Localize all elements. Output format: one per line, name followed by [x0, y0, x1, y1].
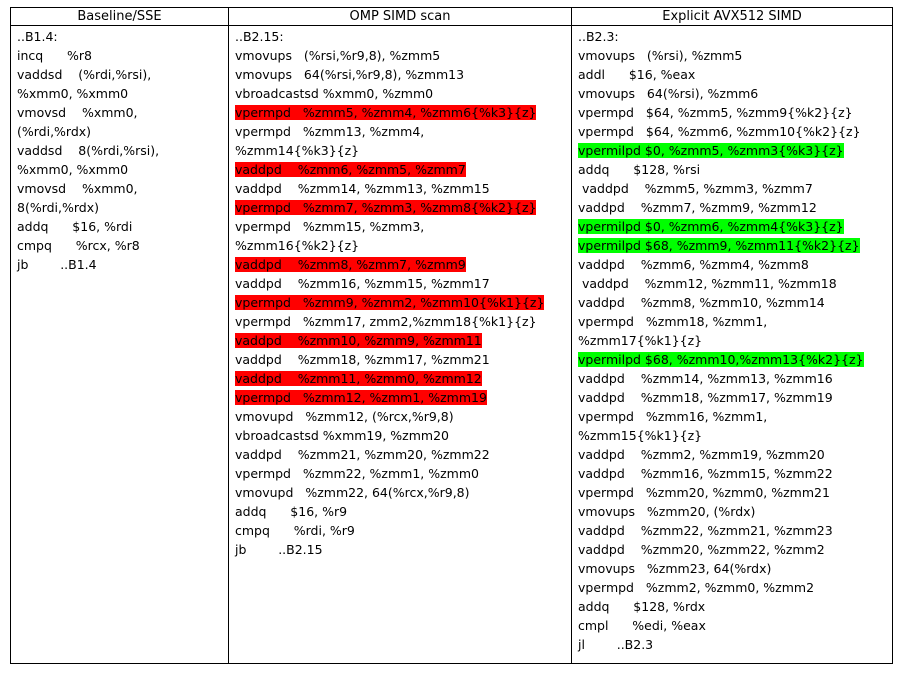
code-text: %zmm16{%k2}{z}: [235, 238, 360, 253]
code-line: [578, 521, 886, 540]
code-line: [578, 578, 886, 597]
code-text: vpermilpd $68, %zmm9, %zmm11{%k2}{z}: [578, 238, 860, 253]
code-text: vpermpd %zmm12, %zmm1, %zmm19: [235, 390, 487, 405]
code-text: vaddpd %zmm5, %zmm3, %zmm7: [578, 181, 813, 196]
code-line: [235, 179, 565, 198]
header-omp-simd-scan: OMP SIMD scan: [229, 8, 572, 26]
code-text: addq $128, %rsi: [578, 162, 701, 177]
code-text: ..B2.15:: [235, 29, 284, 44]
code-line: [235, 521, 565, 540]
code-text: vmovups (%rsi), %zmm5: [578, 48, 743, 63]
code-text: vaddpd %zmm6, %zmm5, %zmm7: [235, 162, 466, 177]
code-text: cmpl %edi, %eax: [578, 618, 706, 633]
code-text: addl $16, %eax: [578, 67, 696, 82]
highlighted-code-line: [578, 141, 886, 160]
code-text: vpermpd %zmm5, %zmm4, %zmm6{%k3}{z}: [235, 105, 537, 120]
code-text: vpermpd %zmm13, %zmm4,: [235, 124, 425, 139]
code-text: vmovupd %zmm22, 64(%rcx,%r9,8): [235, 485, 470, 500]
code-text: vpermpd %zmm18, %zmm1,: [578, 314, 768, 329]
code-text: vmovups %zmm23, 64(%rdx): [578, 561, 772, 576]
code-text: cmpq %rcx, %r8: [17, 238, 140, 253]
code-line: [17, 179, 222, 198]
code-line: [578, 616, 886, 635]
code-line: [578, 274, 886, 293]
code-line: [235, 407, 565, 426]
code-text: vaddpd %zmm2, %zmm19, %zmm20: [578, 447, 825, 462]
code-text: vaddpd %zmm10, %zmm9, %zmm11: [235, 333, 482, 348]
code-text: vpermpd %zmm7, %zmm3, %zmm8{%k2}{z}: [235, 200, 537, 215]
code-line: [578, 445, 886, 464]
code-text: vpermpd $64, %zmm5, %zmm9{%k2}{z}: [578, 105, 853, 120]
highlighted-code-line: [578, 236, 886, 255]
code-row: [11, 26, 893, 664]
code-line: [17, 46, 222, 65]
code-line: [17, 236, 222, 255]
code-text: 8(%rdi,%rdx): [17, 200, 100, 215]
code-text: vaddpd %zmm14, %zmm13, %zmm15: [235, 181, 490, 196]
code-text: vbroadcastsd %xmm0, %zmm0: [235, 86, 434, 101]
code-line: [235, 274, 565, 293]
code-line: [578, 369, 886, 388]
code-line: [578, 502, 886, 521]
code-line: [578, 483, 886, 502]
highlighted-code-line: [235, 255, 565, 274]
code-line: [578, 65, 886, 84]
highlighted-code-line: [578, 217, 886, 236]
code-text: vaddsd 8(%rdi,%rsi),: [17, 143, 160, 158]
code-text: %xmm0, %xmm0: [17, 162, 129, 177]
highlighted-code-line: [235, 198, 565, 217]
code-line: [235, 65, 565, 84]
code-line: [578, 27, 886, 46]
highlighted-code-line: [235, 388, 565, 407]
highlighted-code-line: [578, 350, 886, 369]
code-line: [578, 331, 886, 350]
code-line: [578, 312, 886, 331]
code-text: vaddpd %zmm16, %zmm15, %zmm17: [235, 276, 490, 291]
code-line: [578, 388, 886, 407]
code-text: vaddpd %zmm18, %zmm17, %zmm21: [235, 352, 490, 367]
highlighted-code-line: [235, 160, 565, 179]
code-line: [17, 160, 222, 179]
code-line: [235, 141, 565, 160]
highlighted-code-line: [235, 293, 565, 312]
code-line: [578, 255, 886, 274]
code-text: addq $16, %r9: [235, 504, 348, 519]
code-text: (%rdi,%rdx): [17, 124, 92, 139]
code-line: [578, 293, 886, 312]
code-line: [17, 84, 222, 103]
code-text: vaddsd (%rdi,%rsi),: [17, 67, 152, 82]
code-line: [235, 84, 565, 103]
header-baseline-sse: Baseline/SSE: [11, 8, 229, 26]
code-line: [235, 217, 565, 236]
code-text: jb ..B1.4: [17, 257, 97, 272]
code-line: [578, 179, 886, 198]
code-line: [235, 445, 565, 464]
code-text: vpermpd %zmm20, %zmm0, %zmm21: [578, 485, 830, 500]
code-line: [17, 255, 222, 274]
code-line: [578, 103, 886, 122]
code-line: [17, 27, 222, 46]
code-text: vaddpd %zmm16, %zmm15, %zmm22: [578, 466, 833, 481]
code-text: vpermilpd $68, %zmm10,%zmm13{%k2}{z}: [578, 352, 864, 367]
code-text: vpermilpd $0, %zmm6, %zmm4{%k3}{z}: [578, 219, 844, 234]
code-line: [17, 141, 222, 160]
code-line: [578, 122, 886, 141]
code-text: vmovups 64(%rsi,%r9,8), %zmm13: [235, 67, 465, 82]
code-line: [578, 84, 886, 103]
code-text: cmpq %rdi, %r9: [235, 523, 355, 538]
code-text: vaddpd %zmm7, %zmm9, %zmm12: [578, 200, 817, 215]
code-line: [17, 198, 222, 217]
code-text: vbroadcastsd %xmm19, %zmm20: [235, 428, 449, 443]
code-line: [235, 426, 565, 445]
code-text: incq %r8: [17, 48, 93, 63]
assembly-comparison-table: [10, 7, 893, 664]
code-line: [578, 46, 886, 65]
code-line: [235, 350, 565, 369]
baseline-sse-code-cell: [11, 26, 229, 664]
code-text: %zmm17{%k1}{z}: [578, 333, 703, 348]
code-line: [578, 464, 886, 483]
highlighted-code-line: [235, 369, 565, 388]
code-text: vaddpd %zmm22, %zmm21, %zmm23: [578, 523, 833, 538]
code-text: vpermpd %zmm15, %zmm3,: [235, 219, 425, 234]
omp-simd-scan-code-cell: [229, 26, 572, 664]
code-text: vmovsd %xmm0,: [17, 105, 138, 120]
code-text: vaddpd %zmm20, %zmm22, %zmm2: [578, 542, 825, 557]
code-line: [578, 559, 886, 578]
code-text: vpermpd %zmm2, %zmm0, %zmm2: [578, 580, 815, 595]
code-line: [578, 160, 886, 179]
code-text: %xmm0, %xmm0: [17, 86, 129, 101]
highlighted-code-line: [235, 103, 565, 122]
code-line: [235, 483, 565, 502]
code-line: [17, 217, 222, 236]
code-line: [578, 540, 886, 559]
code-line: [17, 122, 222, 141]
code-text: vpermilpd $0, %zmm5, %zmm3{%k3}{z}: [578, 143, 844, 158]
code-text: vaddpd %zmm12, %zmm11, %zmm18: [578, 276, 837, 291]
code-text: vaddpd %zmm11, %zmm0, %zmm12: [235, 371, 482, 386]
code-text: vaddpd %zmm14, %zmm13, %zmm16: [578, 371, 833, 386]
code-line: [235, 464, 565, 483]
code-text: addq $128, %rdx: [578, 599, 706, 614]
code-text: vmovups 64(%rsi), %zmm6: [578, 86, 759, 101]
code-line: [235, 540, 565, 559]
code-line: [578, 426, 886, 445]
code-text: %zmm14{%k3}{z}: [235, 143, 360, 158]
explicit-avx512-code-cell: [572, 26, 893, 664]
code-text: addq $16, %rdi: [17, 219, 133, 234]
code-line: [235, 122, 565, 141]
code-line: [235, 312, 565, 331]
code-text: vmovsd %xmm0,: [17, 181, 138, 196]
code-text: %zmm15{%k1}{z}: [578, 428, 703, 443]
code-text: vaddpd %zmm6, %zmm4, %zmm8: [578, 257, 809, 272]
code-line: [578, 635, 886, 654]
code-text: vaddpd %zmm8, %zmm10, %zmm14: [578, 295, 825, 310]
code-text: ..B2.3:: [578, 29, 619, 44]
code-text: vpermpd $64, %zmm6, %zmm10{%k2}{z}: [578, 124, 861, 139]
code-line: [235, 502, 565, 521]
code-text: vaddpd %zmm18, %zmm17, %zmm19: [578, 390, 833, 405]
code-text: ..B1.4:: [17, 29, 58, 44]
code-text: vmovups (%rsi,%r9,8), %zmm5: [235, 48, 441, 63]
code-line: [235, 236, 565, 255]
code-line: [17, 103, 222, 122]
highlighted-code-line: [235, 331, 565, 350]
code-line: [578, 407, 886, 426]
code-line: [235, 46, 565, 65]
code-text: jl ..B2.3: [578, 637, 654, 652]
code-text: vpermpd %zmm17, zmm2,%zmm18{%k1}{z}: [235, 314, 537, 329]
code-text: vaddpd %zmm8, %zmm7, %zmm9: [235, 257, 466, 272]
code-text: vpermpd %zmm9, %zmm2, %zmm10{%k1}{z}: [235, 295, 545, 310]
code-text: vpermpd %zmm22, %zmm1, %zmm0: [235, 466, 479, 481]
header-row: [11, 8, 893, 26]
code-text: vmovups %zmm20, (%rdx): [578, 504, 756, 519]
header-explicit-avx512-simd: Explicit AVX512 SIMD: [572, 8, 893, 26]
code-line: [17, 65, 222, 84]
code-text: vaddpd %zmm21, %zmm20, %zmm22: [235, 447, 490, 462]
code-line: [578, 198, 886, 217]
code-text: jb ..B2.15: [235, 542, 323, 557]
code-text: vmovupd %zmm12, (%rcx,%r9,8): [235, 409, 454, 424]
code-line: [578, 597, 886, 616]
code-text: vpermpd %zmm16, %zmm1,: [578, 409, 768, 424]
code-line: [235, 27, 565, 46]
